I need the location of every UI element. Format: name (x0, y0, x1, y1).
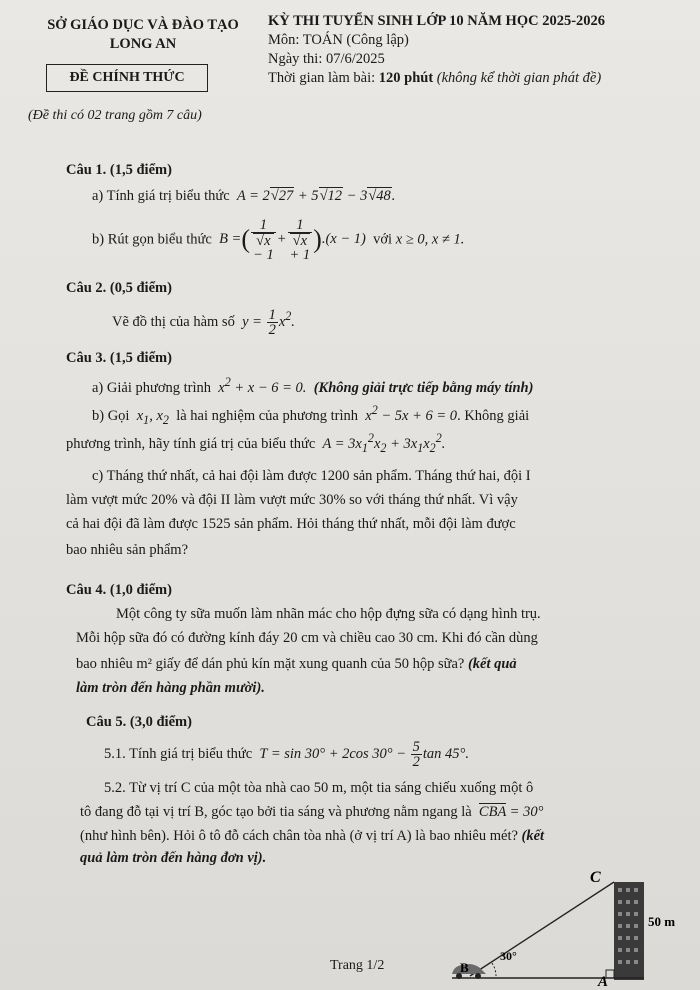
q4-line1: Một công ty sữa muốn làm nhãn mác cho hộp đựng sữa có dạng hình trụ. (116, 606, 541, 622)
q1-part-b: b) Rút gọn biểu thức B =( 1 √x − 1 + 1 √x + 1 ).(x − 1) với x ≥ 0, x ≠ 1. (92, 217, 465, 263)
official-badge: ĐỀ CHÍNH THỨC (46, 64, 208, 92)
q3-title: Câu 3. (1,5 điểm) (66, 350, 172, 366)
label-c: C (590, 869, 601, 886)
exam-title: KỲ THI TUYỂN SINH LỚP 10 NĂM HỌC 2025-2026 (268, 13, 606, 29)
q1-part-a: a) Tính giá trị biểu thức A = 2√27 + 5√12 − 3√48. (92, 188, 396, 204)
q4-title: Câu 4. (1,0 điểm) (66, 582, 172, 598)
header-left (18, 16, 268, 54)
q5-part1: 5.1. Tính giá trị biểu thức T = sin 30° + 2cos 30° − $\frac{5}{2}$ tan 45°. (104, 739, 469, 770)
q3-part-a: a) Giải phương trình $x^2 + x - 6 = 0$. (Không giải trực tiếp bằng máy tính) (92, 375, 534, 396)
car-icon (452, 964, 486, 979)
q5-part2-line4: quả làm tròn đến hàng đơn vị). (80, 850, 267, 866)
angle-arc (492, 963, 496, 976)
q1-a-expression: A = 2√27 + 5√12 − 3√48. (233, 188, 396, 204)
q3-part-b-line2: phương trình, hãy tính giá trị của biểu thức $A = 3x_1^2x_2 + 3x_1x_2^2$. (66, 431, 446, 455)
q4-line3: bao nhiêu m² giấy để dán phủ kín mặt xung quanh của 50 hộp sữa? (kết quả (76, 656, 517, 672)
q5-1-expression: T = sin 30° + 2cos 30° − $\frac{5}{2}$ tan 45°. (255, 739, 469, 770)
building-figure (430, 864, 696, 988)
building-shape (614, 882, 644, 980)
exam-subject: Môn: TOÁN (Công lập) (268, 32, 409, 48)
department-name: SỞ GIÁO DỤC VÀ ĐÀO TẠO (47, 17, 239, 33)
q2-text: Vẽ đồ thị của hàm số y = $\frac{1}{2}$ $x^2$. (112, 307, 295, 338)
q5-part2-line1: 5.2. Từ vị trí C của một tòa nhà cao 50 m, một tia sáng chiếu xuống một ô (104, 780, 534, 796)
q1-title: Câu 1. (1,5 điểm) (66, 162, 172, 178)
province-name: LONG AN (109, 36, 177, 52)
height-label: 50 m (648, 914, 676, 929)
q3-part-c-line4: bao nhiêu sản phẩm? (66, 542, 189, 558)
q5-part2-line2: tô đang đỗ tại vị trí B, góc tạo bởi tia sáng và phương nằm ngang là CBA = 30° (80, 804, 544, 820)
label-b: B (460, 960, 469, 975)
q4-line2: Mỗi hộp sữa đó có đường kính đáy 20 cm và chiều cao 30 cm. Khi đó cần dùng (76, 630, 538, 646)
q5-title: Câu 5. (3,0 điểm) (86, 714, 192, 730)
label-a: A (598, 974, 609, 988)
q3-part-c-line3: cả hai đội đã làm được 1525 sản phẩm. Hỏi tháng thứ nhất, mỗi đội làm được (66, 516, 516, 532)
pages-note: (Đề thi có 02 trang gồm 7 câu) (28, 108, 202, 123)
q5-2-angle: CBA = 30° (478, 804, 544, 820)
q3-b-expression: $A = 3x_1^2x_2 + 3x_1x_2^2$. (318, 431, 446, 455)
q3-part-b-line1: b) Gọi $x_1$, $x_2$ là hai nghiệm của phương trình $x^2 - 5x + 6 = 0$. Không giải (92, 403, 530, 427)
q3-part-c-line1: c) Tháng thứ nhất, cả hai đội làm được 1200 sản phẩm. Tháng thứ hai, đội I (92, 468, 531, 484)
q3-a-equation: $x^2 + x - 6 = 0$. (214, 375, 307, 396)
exam-time: Thời gian làm bài: 120 phút (không kể thời gian phát đề) (268, 70, 602, 86)
q2-function: y = $\frac{1}{2}$ $x^2$. (238, 307, 295, 338)
q3-part-c-line2: làm vượt mức 20% và đội II làm vượt mức 30% so với tháng thứ nhất. Vì vậy (66, 492, 518, 508)
page-number: Trang 1/2 (330, 958, 385, 973)
exam-date: Ngày thi: 07/6/2025 (268, 51, 385, 67)
header-right (268, 12, 688, 88)
light-ray-line (470, 882, 614, 976)
angle-label: 30° (500, 949, 517, 963)
q2-title: Câu 2. (0,5 điểm) (66, 280, 172, 296)
q5-part2-line3: (như hình bên). Hỏi ô tô đỗ cách chân tòa nhà (ở vị trí A) là bao nhiêu mét? (kết (80, 828, 545, 844)
q3-b-equation: $x^2 - 5x + 6 = 0$ (361, 403, 458, 424)
q1-b-expression: B =( 1 √x − 1 + 1 √x + 1 ).(x − 1) (215, 217, 366, 263)
q4-line4: làm tròn đến hàng phần mười). (76, 680, 265, 696)
